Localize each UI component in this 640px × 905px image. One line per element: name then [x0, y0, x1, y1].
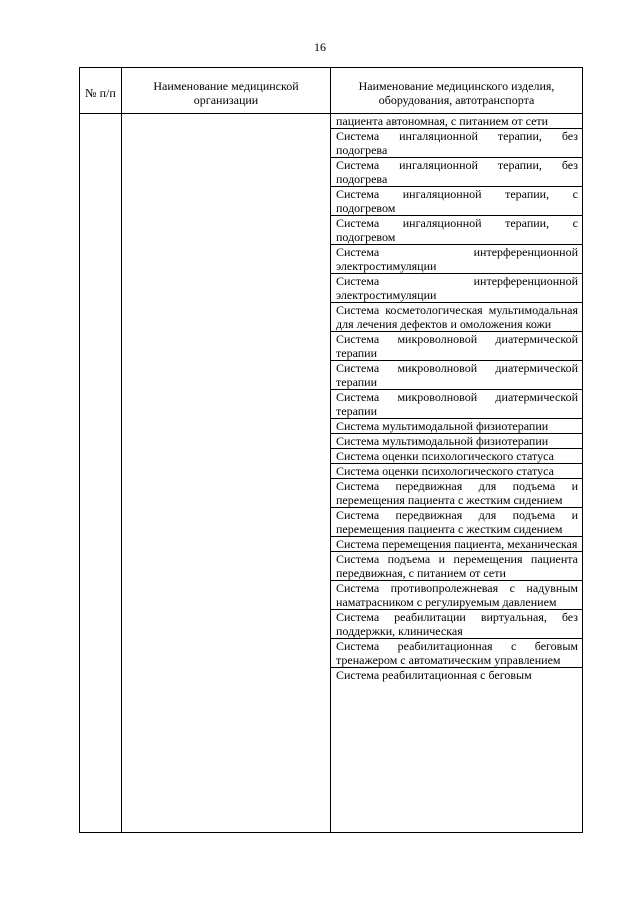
device-list-cell [331, 114, 583, 833]
list-item: Система реабилитации виртуальная, без поддержки, клиническая [331, 610, 582, 639]
table-row [80, 114, 583, 833]
list-item: Система ингаляционной терапии, без подогрева [331, 158, 582, 187]
list-item: Система интерференционной электростимуляции [331, 245, 582, 274]
page-number: 16 [314, 40, 326, 54]
equipment-table [79, 67, 583, 833]
header-organization: Наименование медицинской организации [122, 68, 331, 114]
list-item: Система перемещения пациента, механическая [331, 537, 582, 552]
list-item: Система косметологическая мультимодальная для лечения дефектов и омоложения кожи [331, 303, 582, 332]
list-item: Система подъема и перемещения пациента передвижная, с питанием от сети [331, 552, 582, 581]
list-item: Система микроволновой диатермической терапии [331, 361, 582, 390]
list-item: пациента автономная, с питанием от сети [331, 114, 582, 129]
list-item: Система оценки психологического статуса [331, 464, 582, 479]
organization-cell [122, 114, 331, 833]
list-item: Система ингаляционной терапии, с подогревом [331, 216, 582, 245]
list-item: Система оценки психологического статуса [331, 449, 582, 464]
device-list [331, 114, 582, 682]
header-device: Наименование медицинского изделия, оборудования, автотранспорта [331, 68, 583, 114]
number-cell [80, 114, 122, 833]
list-item: Система реабилитационная с беговым [336, 668, 532, 682]
table-header-row [80, 68, 583, 114]
list-item: Система ингаляционной терапии, с подогревом [331, 187, 582, 216]
list-item: Система реабилитационная с беговым тренажером с автоматическим управлением [331, 639, 582, 668]
list-item: Система передвижная для подъема и перемещения пациента с жестким сидением [331, 479, 582, 508]
list-item: Система мультимодальной физиотерапии [331, 419, 582, 434]
list-item: Система микроволновой диатермической терапии [331, 390, 582, 419]
list-item: Система интерференционной электростимуляции [331, 274, 582, 303]
list-item: Система микроволновой диатермической терапии [331, 332, 582, 361]
header-number: № п/п [80, 68, 122, 114]
list-item: Система ингаляционной терапии, без подогрева [331, 129, 582, 158]
list-item: Система противопролежневая с надувным наматрасником с регулируемым давлением [331, 581, 582, 610]
list-item: Система мультимодальной физиотерапии [331, 434, 582, 449]
list-item: Система передвижная для подъема и перемещения пациента с жестким сидением [331, 508, 582, 537]
